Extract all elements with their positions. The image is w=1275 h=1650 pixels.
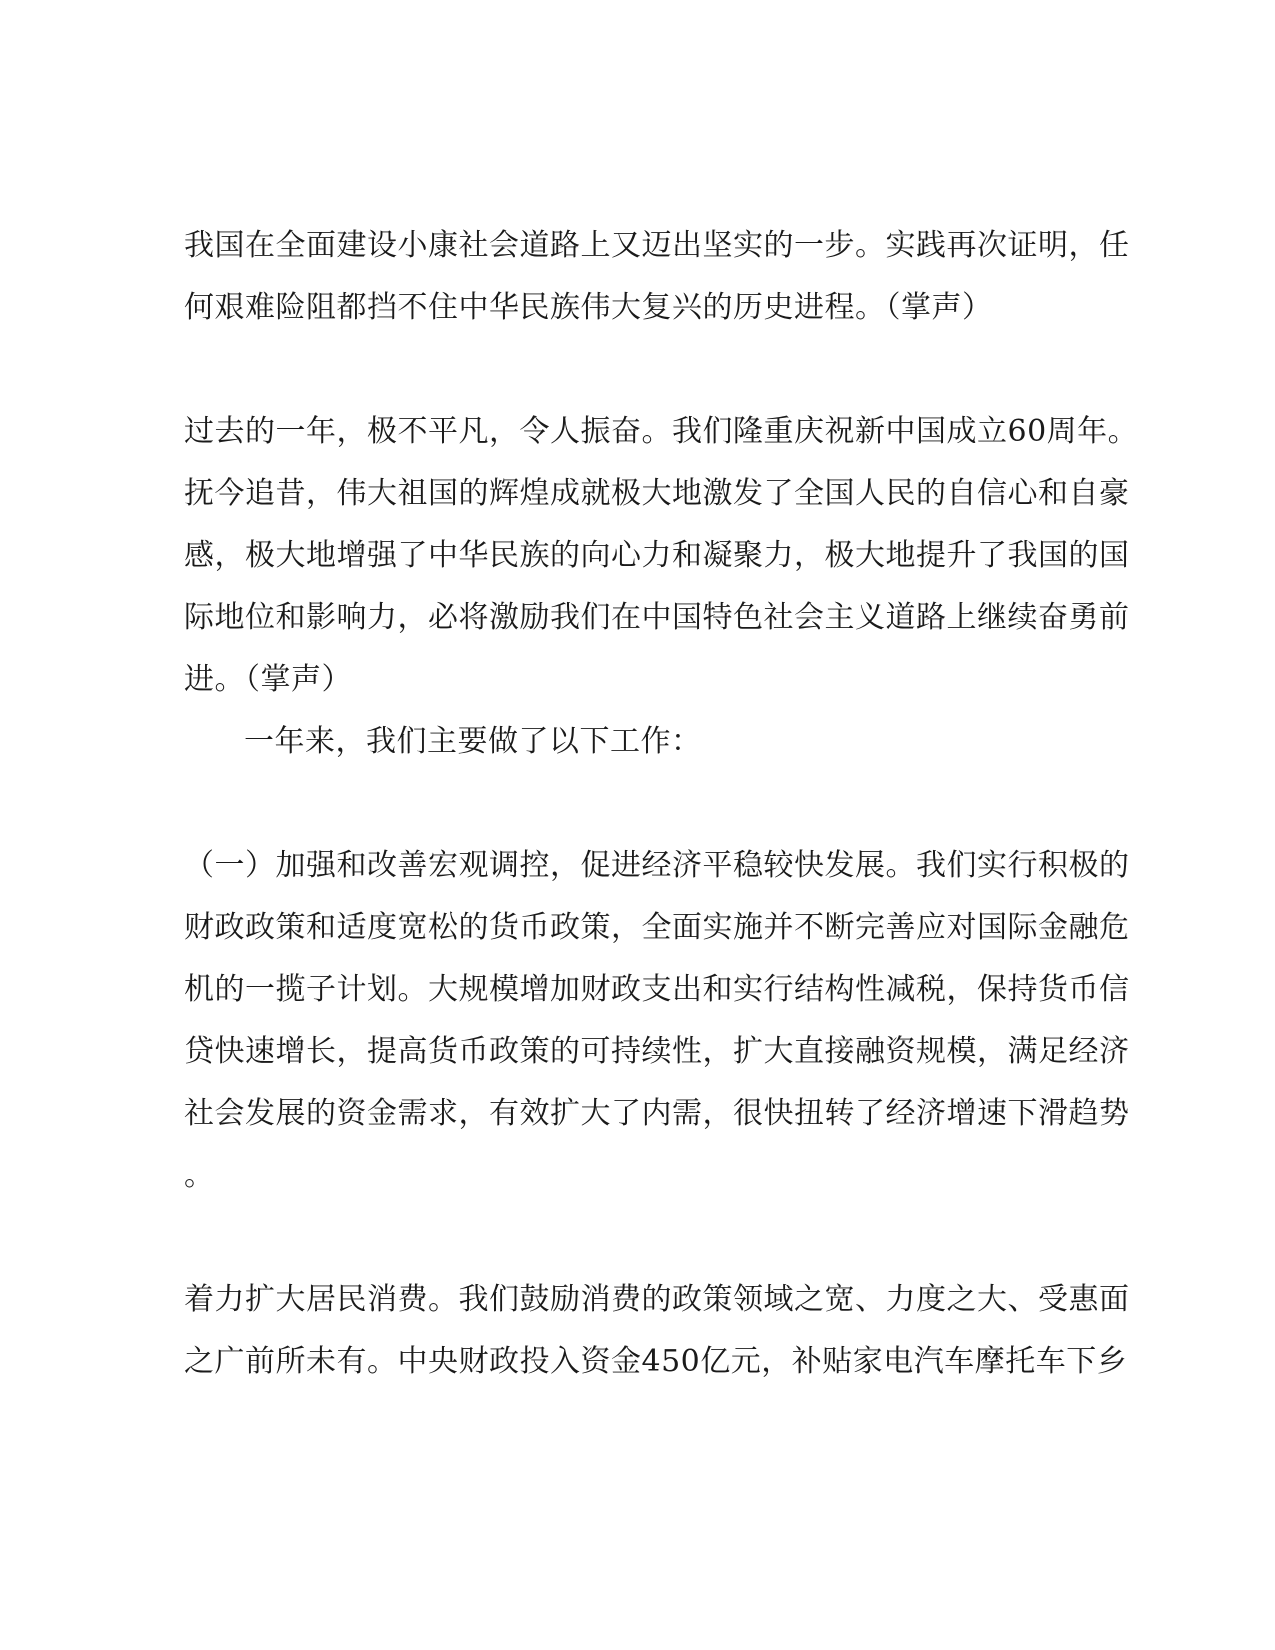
text-line: 贷快速增长，提高货币政策的可持续性，扩大直接融资规模，满足经济 (184, 1034, 1130, 1069)
text-line: 进。（掌声） (184, 662, 352, 697)
text-line: 际地位和影响力，必将激励我们在中国特色社会主义道路上继续奋勇前 (184, 600, 1130, 635)
text-line: 过去的一年，极不平凡，令人振奋。我们隆重庆祝新中国成立60周年。 (184, 414, 1139, 449)
text-line: 一年来，我们主要做了以下工作： (244, 724, 702, 759)
text-line: 抚今追昔，伟大祖国的辉煌成就极大地激发了全国人民的自信心和自豪 (184, 476, 1130, 511)
text-line: 机的一揽子计划。大规模增加财政支出和实行结构性减税，保持货币信 (184, 972, 1130, 1007)
text-line: 之广前所未有。中央财政投入资金450亿元，补贴家电汽车摩托车下乡 (184, 1344, 1128, 1379)
text-line: 感，极大地增强了中华民族的向心力和凝聚力，极大地提升了我国的国 (184, 538, 1130, 573)
text-line: 着力扩大居民消费。我们鼓励消费的政策领域之宽、力度之大、受惠面 (184, 1282, 1130, 1317)
text-line: 社会发展的资金需求，有效扩大了内需，很快扭转了经济增速下滑趋势 (184, 1096, 1130, 1131)
text-line: 财政政策和适度宽松的货币政策，全面实施并不断完善应对国际金融危 (184, 910, 1130, 945)
text-line: （一）加强和改善宏观调控，促进经济平稳较快发展。我们实行积极的 (184, 848, 1130, 883)
text-line: 我国在全面建设小康社会道路上又迈出坚实的一步。实践再次证明，任 (184, 228, 1130, 263)
text-line: 。 (184, 1158, 215, 1193)
text-line: 何艰难险阻都挡不住中华民族伟大复兴的历史进程。（掌声） (184, 290, 993, 325)
